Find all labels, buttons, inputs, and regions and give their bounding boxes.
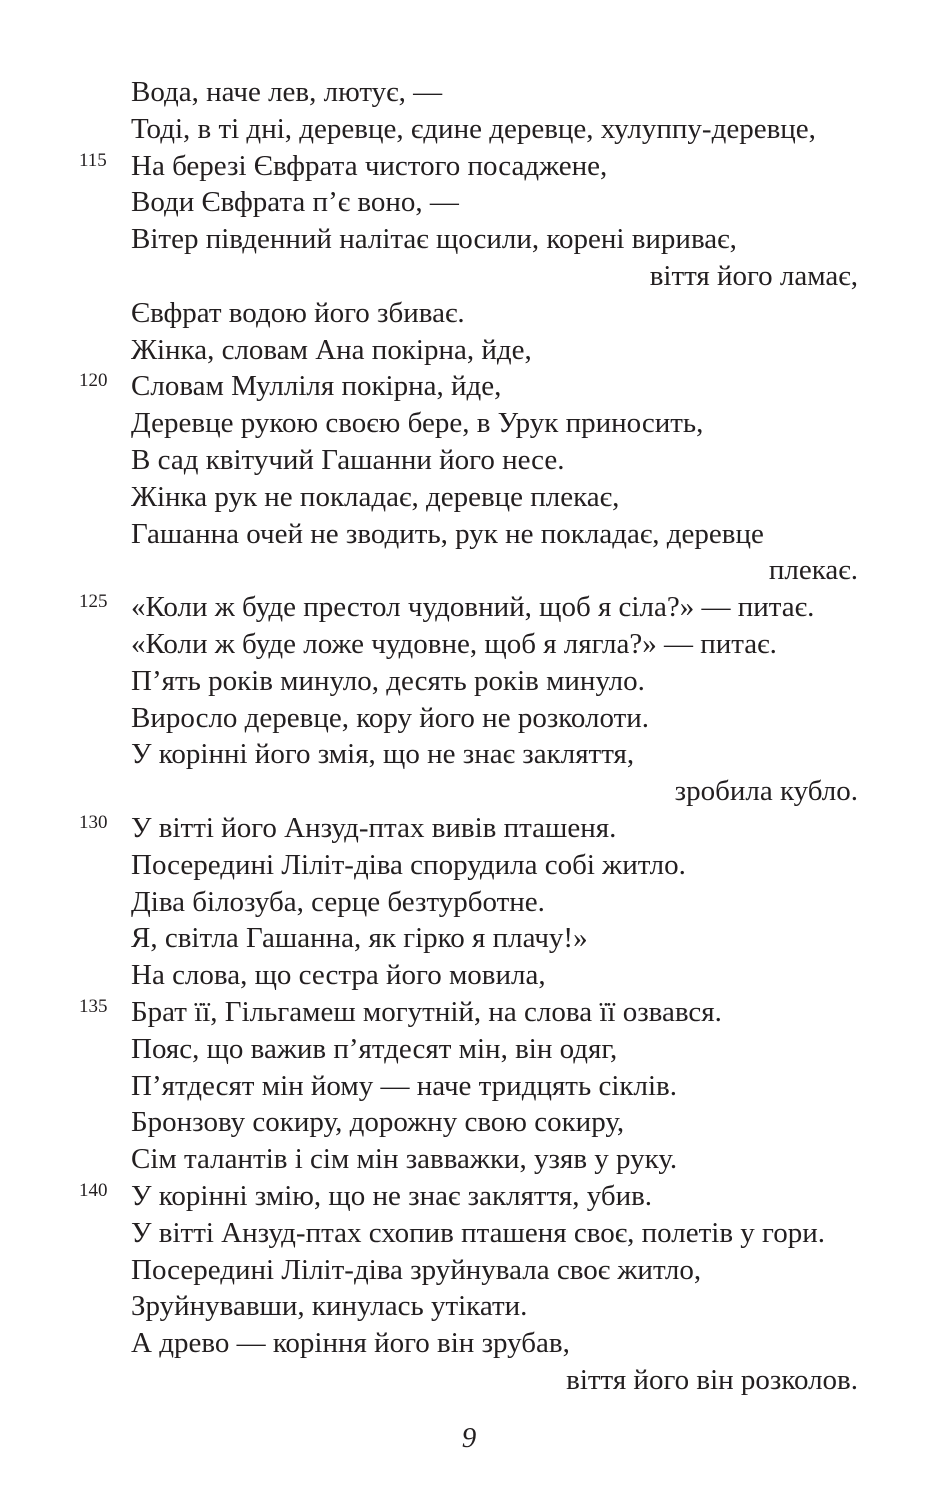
verse-line [0, 589, 938, 626]
verse-text: У корінні змію, що не знає закляття, убив. [131, 1179, 653, 1212]
verse-text: Деревце рукою своєю бере, в Урук приносить, [131, 407, 704, 440]
verse-text: У вітті його Анзуд-птах вивів пташеня. [131, 811, 617, 844]
verse-text: Брат її, Гільгамеш могутній, на слова її озвався. [131, 995, 722, 1028]
verse-line [0, 332, 938, 369]
poem-text [0, 74, 938, 1399]
verse-line [0, 1031, 938, 1068]
verse-line [0, 663, 938, 700]
verse-text: Діва білозуба, серце безтурботне. [131, 885, 545, 918]
verse-line [0, 773, 938, 810]
verse-text: П’ять років минуло, десять років минуло. [131, 664, 645, 697]
line-number: 140 [79, 1179, 108, 1201]
verse-text: Тоді, в ті дні, деревце, єдине деревце, хулуппу-деревце, [131, 112, 816, 145]
verse-line [0, 552, 938, 589]
verse-line [0, 74, 938, 111]
verse-line [0, 258, 938, 295]
verse-text: Сім талантів і сім мін завважки, узяв у руку. [131, 1143, 678, 1176]
verse-line [0, 111, 938, 148]
verse-line [0, 1362, 938, 1399]
verse-text: Євфрат водою його збиває. [131, 296, 465, 329]
line-number: 115 [79, 149, 107, 171]
verse-line [0, 184, 938, 221]
verse-line [0, 920, 938, 957]
verse-continuation: віття його він розколов. [566, 1363, 858, 1396]
verse-text: На березі Євфрата чистого посаджене, [131, 149, 608, 182]
verse-line [0, 295, 938, 332]
verse-text: Гашанна очей не зводить, рук не покладає, деревце [131, 517, 764, 550]
verse-text: Вітер південний налітає щосили, корені вириває, [131, 223, 737, 256]
verse-continuation: плекає. [768, 554, 858, 587]
verse-line [0, 736, 938, 773]
verse-continuation: віття його ламає, [649, 259, 858, 292]
verse-text: Зруйнувавши, кинулась утікати. [131, 1290, 528, 1323]
verse-line [0, 221, 938, 258]
verse-line [0, 368, 938, 405]
verse-text: Води Євфрата п’є воно, — [131, 186, 459, 219]
verse-line [0, 1288, 938, 1325]
verse-line [0, 957, 938, 994]
verse-line [0, 148, 938, 185]
verse-line [0, 479, 938, 516]
verse-line [0, 847, 938, 884]
verse-line [0, 405, 938, 442]
verse-line [0, 810, 938, 847]
line-number: 135 [79, 995, 108, 1017]
verse-line [0, 994, 938, 1031]
verse-line [0, 626, 938, 663]
verse-line [0, 1215, 938, 1252]
verse-text: Вода, наче лев, лютує, — [131, 76, 443, 108]
verse-line [0, 516, 938, 553]
line-number: 130 [79, 811, 108, 833]
verse-text: Жінка рук не покладає, деревце плекає, [131, 480, 620, 513]
verse-line [0, 700, 938, 737]
verse-line [0, 1068, 938, 1105]
verse-text: Посередині Ліліт-діва зруйнувала своє житло, [131, 1253, 702, 1286]
verse-text: В сад квітучий Гашанни його несе. [131, 443, 565, 476]
verse-text: У вітті Анзуд-птах схопив пташеня своє, полетів у гори. [131, 1216, 826, 1249]
verse-text: Виросло деревце, кору його не розколоти. [131, 701, 650, 734]
verse-text: Бронзову сокиру, дорожну свою сокиру, [131, 1106, 625, 1139]
verse-text: Словам Мулліля покірна, йде, [131, 370, 502, 403]
verse-text: У корінні його змія, що не знає закляття, [131, 738, 635, 771]
line-number: 125 [79, 591, 108, 613]
verse-text: «Коли ж буде ложе чудовне, щоб я лягла?» — питає. [131, 627, 777, 660]
verse-text: Я, світла Гашанна, як гірко я плачу!» [131, 922, 588, 955]
verse-text: Жінка, словам Ана покірна, йде, [131, 333, 532, 366]
verse-line [0, 1325, 938, 1362]
verse-text: «Коли ж буде престол чудовний, щоб я сіла?» — питає. [131, 591, 815, 624]
verse-line [0, 1252, 938, 1289]
page-number: 9 [461, 1422, 477, 1454]
verse-line [0, 1178, 938, 1215]
verse-text: П’ятдесят мін йому — наче тридцять сіклів. [131, 1069, 677, 1102]
verse-line [0, 1141, 938, 1178]
verse-text: Посередині Ліліт-діва спорудила собі житло. [131, 848, 686, 881]
verse-text: На слова, що сестра його мовила, [131, 959, 546, 992]
verse-line [0, 1104, 938, 1141]
line-number: 120 [79, 370, 108, 392]
verse-text: Пояс, що важив п’ятдесят мін, він одяг, [131, 1032, 618, 1065]
verse-continuation: зробила кубло. [674, 775, 858, 808]
verse-text: А древо — коріння його він зрубав, [131, 1327, 570, 1360]
verse-line [0, 884, 938, 921]
verse-line [0, 442, 938, 479]
